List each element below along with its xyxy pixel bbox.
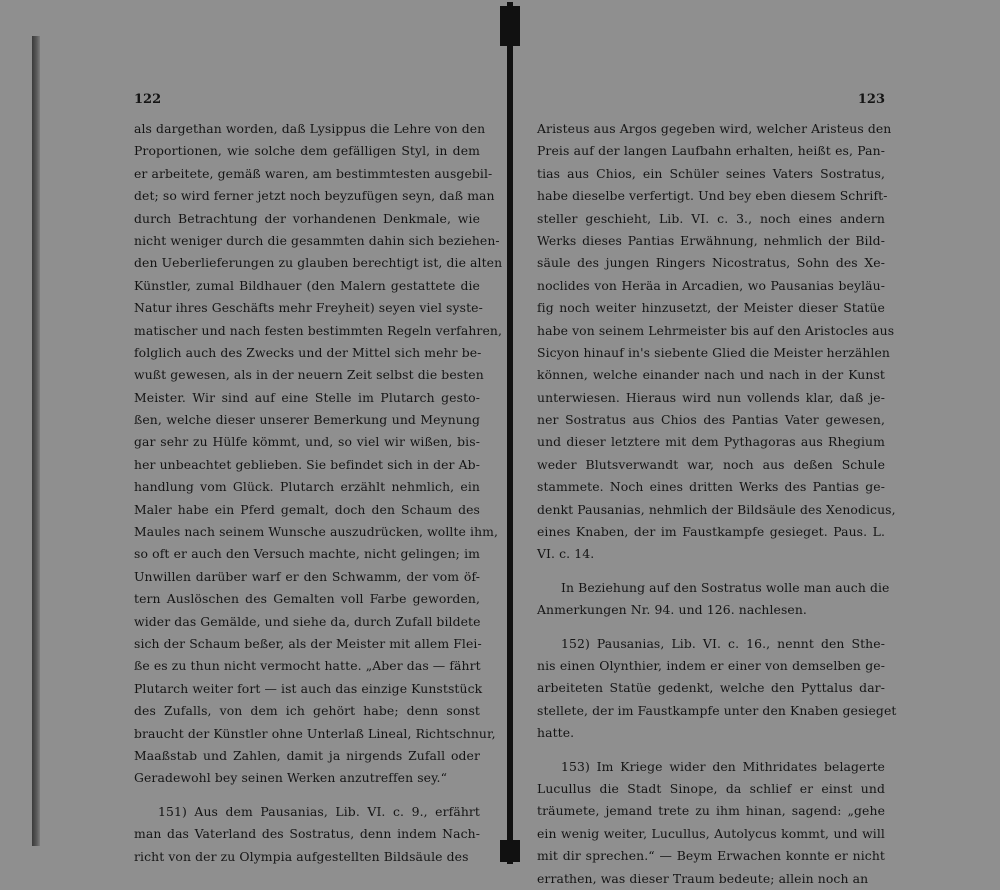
text-line: Maaßstab und Zahlen, damit ja nirgends Zufall oder: [134, 747, 480, 763]
text-line: VI. c. 14.: [537, 546, 595, 562]
text-line: Maules nach seinem Wunsche auszudrücken, wollte ihm,: [134, 524, 499, 540]
text-line: Natur ihres Geschäfts mehr Freyheit) seyen viel syste-: [134, 300, 483, 316]
text-line: des Zufalls, von dem ich gehört habe; denn sonst: [134, 703, 480, 719]
text-line: nicht weniger durch die gesammten dahin sich beziehen-: [134, 232, 500, 248]
text-line: matischer und nach festen bestimmten Regeln verfahren,: [134, 322, 503, 338]
text-line: können, welche einander nach und nach in der Kunst: [537, 367, 885, 383]
text-line: sich der Schaum beßer, als der Meister mit allem Flei-: [134, 635, 482, 651]
text-line: errathen, was dieser Traum bedeute; allein noch an: [537, 870, 869, 886]
paragraph-gap: [537, 745, 885, 756]
text-line: Plutarch weiter fort — ist auch das einzige Kunststück: [134, 680, 483, 696]
paragraph: [537, 756, 885, 890]
gutter-clip-bottom: [500, 840, 520, 862]
text-line: ner Sostratus aus Chios des Pantias Vater gewesen,: [537, 412, 885, 428]
book-gutter: [500, 2, 524, 864]
paragraph-gap: [134, 790, 480, 801]
text-line: Proportionen, wie solche dem gefälligen Styl, in dem: [134, 143, 480, 159]
text-line: richt von der zu Olympia aufgestellten Bildsäule des: [134, 848, 469, 864]
page-edge-left: [32, 36, 40, 846]
text-line: als dargethan worden, daß Lysippus die Lehre von den: [134, 121, 486, 136]
text-line: durch Betrachtung der vorhandenen Denkmale, wie: [134, 210, 480, 226]
text-line: eines Knaben, der im Faustkampfe gesieget. Paus. L.: [537, 524, 885, 540]
text-line: den Ueberlieferungen zu glauben berechtigt ist, die alten: [134, 255, 503, 271]
page-number-left: 122: [134, 92, 162, 107]
text-line: man das Vaterland des Sostratus, denn indem Nach-: [134, 826, 480, 842]
text-line: handlung vom Glück. Plutarch erzählt nehmlich, ein: [134, 479, 480, 495]
text-line: steller geschieht, Lib. VI. c. 3., noch eines andern: [537, 210, 885, 226]
text-line: Maler habe ein Pferd gemalt, doch den Schaum des: [134, 501, 480, 517]
text-line: mit dir sprechen.“ — Beym Erwachen konnte er nicht: [537, 848, 885, 864]
text-line: ße es zu thun nicht vermocht hatte. „Aber das — fährt: [134, 658, 481, 674]
text-line: Geradewohl bey seinen Werken anzutreffen sey.“: [134, 770, 448, 786]
text-line: tern Auslöschen des Gemalten voll Farbe geworden,: [134, 591, 480, 607]
text-line: Sicyon hinauf in's siebente Glied die Meister herzählen: [537, 344, 890, 360]
text-line: säule des jungen Ringers Nicostratus, Sohn des Xe-: [537, 255, 885, 271]
text-line: folglich auch des Zwecks und der Mittel sich mehr be-: [134, 344, 482, 360]
text-line: In Beziehung auf den Sostratus wolle man auch die: [561, 579, 890, 595]
text-line: Unwillen darüber warf er den Schwamm, der vom öf-: [134, 568, 480, 584]
paragraph: [134, 118, 503, 790]
text-line: 152) Pausanias, Lib. VI. c. 16., nennt den Sthe-: [561, 635, 885, 651]
paragraph: [537, 118, 896, 566]
text-line: und dieser letztere mit dem Pythagoras aus Rhegium: [537, 434, 885, 450]
right-page-body: [537, 118, 897, 890]
text-line: stellete, der im Faustkampfe unter den Knaben gesieget: [537, 702, 897, 718]
text-line: Aristeus aus Argos gegeben wird, welcher Aristeus den: [537, 121, 892, 136]
left-page: [134, 92, 503, 868]
text-line: so oft er auch den Versuch machte, nicht gelingen; im: [134, 546, 480, 562]
text-line: Lucullus die Stadt Sinope, da schlief er einst und: [537, 780, 885, 796]
text-line: Künstler, zumal Bildhauer (den Malern gestattete die: [134, 277, 480, 293]
text-line: träumete, jemand trete zu ihm hinan, sagend: „gehe: [537, 803, 885, 819]
text-line: er arbeitete, gemäß waren, am bestimmtesten ausgebil-: [134, 165, 493, 181]
text-line: habe von seinem Lehrmeister bis auf den Aristocles aus: [537, 322, 895, 338]
text-line: fig noch weiter hinzusetzt, der Meister dieser Statüe: [537, 300, 885, 316]
text-line: Anmerkungen Nr. 94. und 126. nachlesen.: [537, 602, 807, 618]
text-line: Meister. Wir sind auf eine Stelle im Plutarch gesto-: [134, 389, 480, 405]
text-line: 153) Im Kriege wider den Mithridates belagerte: [561, 758, 885, 774]
text-line: ßen, welche dieser unserer Bemerkung und Meynung: [134, 412, 480, 428]
text-line: hatte.: [537, 725, 575, 741]
text-line: braucht der Künstler ohne Unterlaß Lineal, Richtschnur,: [134, 725, 496, 741]
gutter-shadow: [507, 2, 513, 864]
left-page-body: [134, 118, 503, 868]
text-line: nis einen Olynthier, indem er einer von demselben ge-: [537, 657, 885, 673]
paragraph: [134, 801, 480, 868]
text-line: Werks dieses Pantias Erwähnung, nehmlich der Bild-: [537, 232, 885, 248]
text-line: her unbeachtet geblieben. Sie befindet sich in der Ab-: [134, 456, 480, 472]
text-line: 151) Aus dem Pausanias, Lib. VI. c. 9., erfährt: [158, 803, 480, 819]
text-line: Preis auf der langen Laufbahn erhalten, heißt es, Pan-: [537, 143, 885, 159]
text-line: wußt gewesen, als in der neuern Zeit selbst die besten: [134, 367, 484, 383]
text-line: tias aus Chios, ein Schüler seines Vaters Sostratus,: [537, 165, 885, 181]
paragraph-gap: [537, 566, 885, 577]
paragraph: [537, 577, 890, 622]
text-line: habe dieselbe verfertigt. Und bey eben diesem Schrift-: [537, 188, 888, 204]
paragraph: [537, 633, 897, 745]
right-page: [537, 92, 897, 890]
text-line: gar sehr zu Hülfe kömmt, und, so viel wir wißen, bis-: [134, 434, 480, 450]
paragraph-gap: [537, 622, 885, 633]
text-line: denkt Pausanias, nehmlich der Bildsäule des Xenodicus,: [537, 501, 896, 517]
text-line: weder Blutsverwandt war, noch aus deßen Schule: [537, 456, 885, 472]
text-line: arbeiteten Statüe gedenkt, welche den Pyttalus dar-: [537, 680, 885, 696]
gutter-clip-top: [500, 6, 520, 46]
page-number-right: 123: [857, 92, 885, 107]
text-line: stammete. Noch eines dritten Werks des Pantias ge-: [537, 479, 885, 495]
text-line: wider das Gemälde, und siehe da, durch Zufall bildete: [134, 613, 481, 629]
text-line: det; so wird ferner jetzt noch beyzufügen seyn, daß man: [134, 188, 495, 204]
text-line: unterwiesen. Hieraus wird nun vollends klar, daß je-: [537, 389, 885, 405]
text-line: noclides von Heräa in Arcadien, wo Pausanias beyläu-: [537, 277, 885, 293]
text-line: ein wenig weiter, Lucullus, Autolycus kommt, und will: [537, 825, 885, 841]
